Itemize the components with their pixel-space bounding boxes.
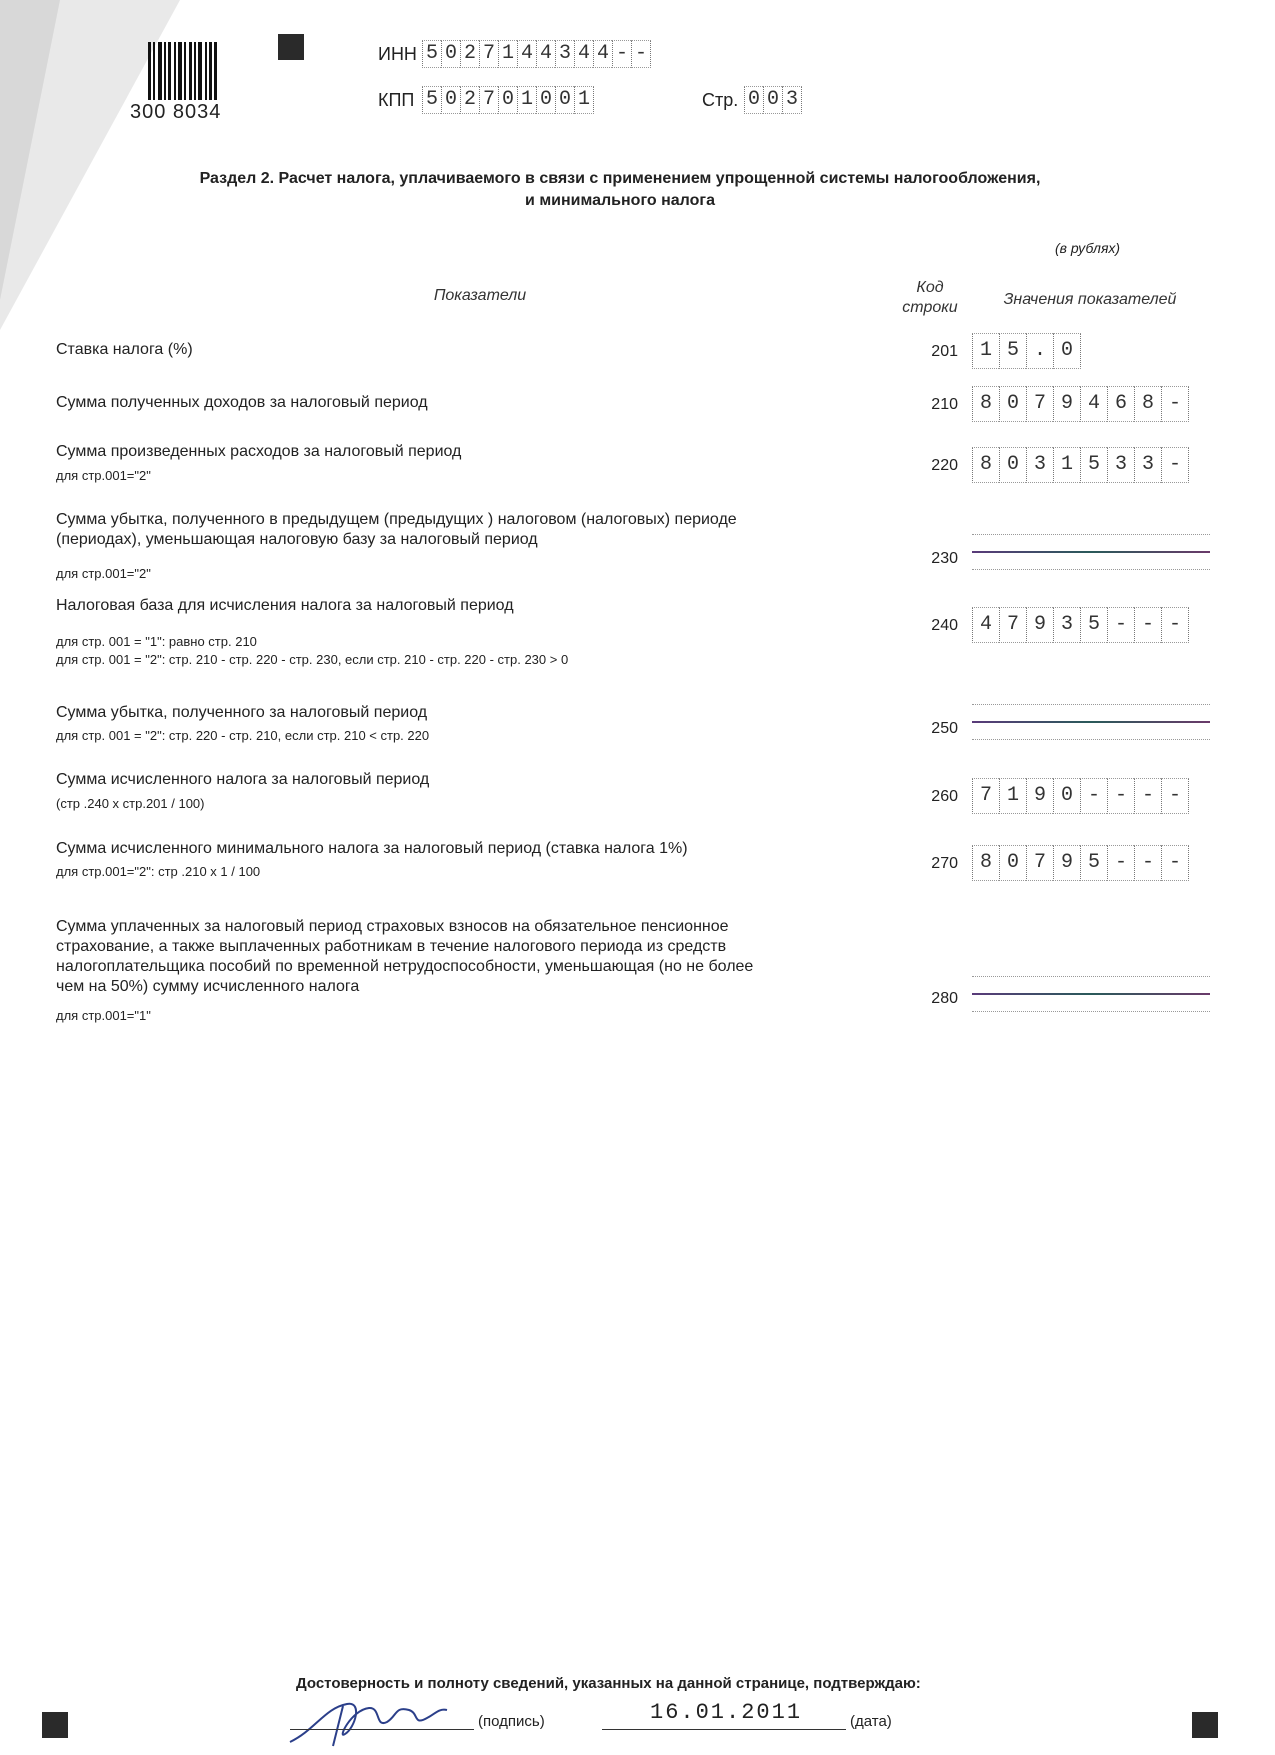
value-cell: 5 — [999, 333, 1026, 369]
digit-cell: 7 — [479, 86, 498, 114]
value-cell: 9 — [1053, 845, 1080, 881]
row-code: 230 — [931, 550, 958, 567]
kpp-label: КПП — [378, 90, 415, 110]
row-code: 260 — [931, 788, 958, 805]
value-cell: 0 — [999, 447, 1026, 483]
registration-marker-top — [278, 34, 304, 60]
row-code: 280 — [931, 990, 958, 1007]
section-title-line2: и минимального налога — [525, 192, 715, 209]
empty-value-field — [972, 976, 1210, 1012]
value-field — [972, 447, 1189, 483]
digit-cell: 5 — [422, 40, 441, 68]
value-cell: 4 — [1080, 386, 1107, 422]
digit-cell: 4 — [574, 40, 593, 68]
value-cell: - — [1134, 607, 1161, 643]
value-cell: 3 — [1053, 607, 1080, 643]
value-cell: 1 — [999, 778, 1026, 814]
value-cell: - — [1107, 778, 1134, 814]
value-cell: . — [1026, 333, 1053, 369]
value-cell: 3 — [1026, 447, 1053, 483]
value-field — [972, 607, 1189, 643]
value-cell: - — [1161, 447, 1189, 483]
column-indicators: Показатели — [433, 287, 527, 304]
value-cell: 7 — [972, 778, 999, 814]
row-code: 270 — [931, 855, 958, 872]
units-note: (в рублях) — [1055, 240, 1121, 256]
value-cell: 1 — [972, 333, 999, 369]
row-label: Сумма исчисленного налога за налоговый период — [56, 771, 430, 788]
row-label: Сумма исчисленного минимального налога за налоговый период (ставка налога 1%) — [56, 840, 688, 857]
digit-cell: 3 — [555, 40, 574, 68]
row-note: для стр.001="1" — [56, 1008, 151, 1023]
signature — [285, 1688, 475, 1748]
inn-label: ИНН — [378, 44, 417, 64]
row-code: 220 — [931, 457, 958, 474]
barcode-number: 300 8034 — [130, 101, 222, 123]
row-note: для стр. 001 = "2": стр. 210 - стр. 220 - стр. 230, если стр. 210 - стр. 220 - стр. 230 > 0 — [56, 652, 569, 667]
empty-value-field — [972, 704, 1210, 740]
row-label: Налоговая база для исчисления налога за налоговый период — [56, 597, 514, 614]
value-cell: 0 — [999, 386, 1026, 422]
value-cell: 8 — [1134, 386, 1161, 422]
row-label: Сумма убытка, полученного за налоговый период — [56, 704, 428, 721]
value-cell: 0 — [1053, 333, 1081, 369]
date-line — [602, 1729, 846, 1730]
row-code: 240 — [931, 617, 958, 634]
digit-cell: 0 — [441, 40, 460, 68]
date-value: 16.01.2011 — [650, 1700, 803, 1725]
value-cell: - — [1161, 778, 1189, 814]
digit-cell: 0 — [744, 86, 763, 114]
row-label: Сумма убытка, полученного в предыдущем (предыдущих ) налоговом (налоговых) периоде (периодах), уменьшающая налоговую базу за налоговый период — [56, 511, 737, 548]
row-note: для стр.001="2": стр .210 х 1 / 100 — [56, 864, 261, 879]
digit-cell: 1 — [517, 86, 536, 114]
page-label: Стр. — [702, 90, 739, 110]
value-cell: - — [1161, 386, 1189, 422]
empty-value-field — [972, 534, 1210, 570]
column-values: Значения показателей — [1003, 291, 1177, 308]
row-note: для стр.001="2" — [56, 468, 151, 483]
value-cell: 7 — [1026, 845, 1053, 881]
inn-field — [422, 40, 651, 68]
value-cell: 5 — [1080, 845, 1107, 881]
digit-cell: 4 — [517, 40, 536, 68]
row-note: (стр .240 х стр.201 / 100) — [56, 796, 205, 811]
value-field — [972, 778, 1189, 814]
value-cell: 1 — [1053, 447, 1080, 483]
digit-cell: 4 — [536, 40, 555, 68]
digit-cell: 0 — [441, 86, 460, 114]
date-caption: (дата) — [850, 1713, 892, 1730]
row-label: Сумма полученных доходов за налоговый период — [56, 394, 428, 411]
value-cell: 9 — [1053, 386, 1080, 422]
section-title — [130, 168, 1110, 212]
value-field — [972, 333, 1081, 369]
value-cell: - — [1080, 778, 1107, 814]
signature-line — [290, 1729, 474, 1730]
value-cell: 5 — [1080, 607, 1107, 643]
digit-cell: 4 — [593, 40, 612, 68]
row-label: Сумма произведенных расходов за налоговый период — [56, 443, 462, 460]
value-cell: 8 — [972, 845, 999, 881]
row-label: Ставка налога (%) — [56, 341, 193, 358]
row-code: 250 — [931, 720, 958, 737]
registration-marker-bottom-left — [42, 1712, 68, 1738]
value-cell: 6 — [1107, 386, 1134, 422]
digit-cell: 2 — [460, 40, 479, 68]
value-cell: 3 — [1107, 447, 1134, 483]
value-cell: - — [1107, 607, 1134, 643]
value-cell: 0 — [999, 845, 1026, 881]
value-field — [972, 386, 1189, 422]
row-note: для стр. 001 = "2": стр. 220 - стр. 210, если стр. 210 < стр. 220 — [56, 728, 430, 743]
digit-cell: 0 — [536, 86, 555, 114]
barcode — [148, 42, 232, 100]
value-cell: 7 — [1026, 386, 1053, 422]
digit-cell: 1 — [498, 40, 517, 68]
value-cell: 9 — [1026, 607, 1053, 643]
digit-cell: 7 — [479, 40, 498, 68]
page-number-field — [744, 86, 802, 114]
digit-cell: 3 — [782, 86, 802, 114]
digit-cell: 0 — [763, 86, 782, 114]
value-cell: 5 — [1080, 447, 1107, 483]
row-note: для стр.001="2" — [56, 566, 151, 581]
value-cell: 0 — [1053, 778, 1080, 814]
row-code: 210 — [931, 396, 958, 413]
row-label: Сумма уплаченных за налоговый период страховых взносов на обязательное пенсионное страхование, а также выплаченных работникам в течение налогового периода из средств налогоплательщика пособий по временной нетрудоспособности, уменьшающая (но не более чем на 50%) сумму исчисленного налога — [56, 918, 754, 995]
value-cell: 4 — [972, 607, 999, 643]
registration-marker-bottom-right — [1192, 1712, 1218, 1738]
value-cell: - — [1134, 778, 1161, 814]
row-note: для стр. 001 = "1": равно стр. 210 — [56, 634, 257, 649]
signature-caption: (подпись) — [478, 1713, 545, 1730]
confirmation-text: Достоверность и полноту сведений, указанных на данной странице, подтверждаю: — [296, 1675, 921, 1692]
digit-cell: - — [631, 40, 651, 68]
digit-cell: 0 — [498, 86, 517, 114]
value-cell: 8 — [972, 447, 999, 483]
value-cell: 7 — [999, 607, 1026, 643]
digit-cell: - — [612, 40, 631, 68]
digit-cell: 5 — [422, 86, 441, 114]
scan-shadow-dark — [0, 0, 60, 300]
value-field — [972, 845, 1189, 881]
digit-cell: 1 — [574, 86, 594, 114]
value-cell: 3 — [1134, 447, 1161, 483]
value-cell: - — [1161, 607, 1189, 643]
value-cell: - — [1107, 845, 1134, 881]
value-cell: - — [1161, 845, 1189, 881]
row-code: 201 — [931, 343, 958, 360]
column-code: Код строки — [902, 279, 958, 316]
kpp-field — [422, 86, 594, 114]
section-title-line1: Раздел 2. Расчет налога, уплачиваемого в связи с применением упрощенной системы налогообложения, — [199, 170, 1041, 187]
value-cell: 8 — [972, 386, 999, 422]
digit-cell: 2 — [460, 86, 479, 114]
digit-cell: 0 — [555, 86, 574, 114]
value-cell: 9 — [1026, 778, 1053, 814]
value-cell: - — [1134, 845, 1161, 881]
